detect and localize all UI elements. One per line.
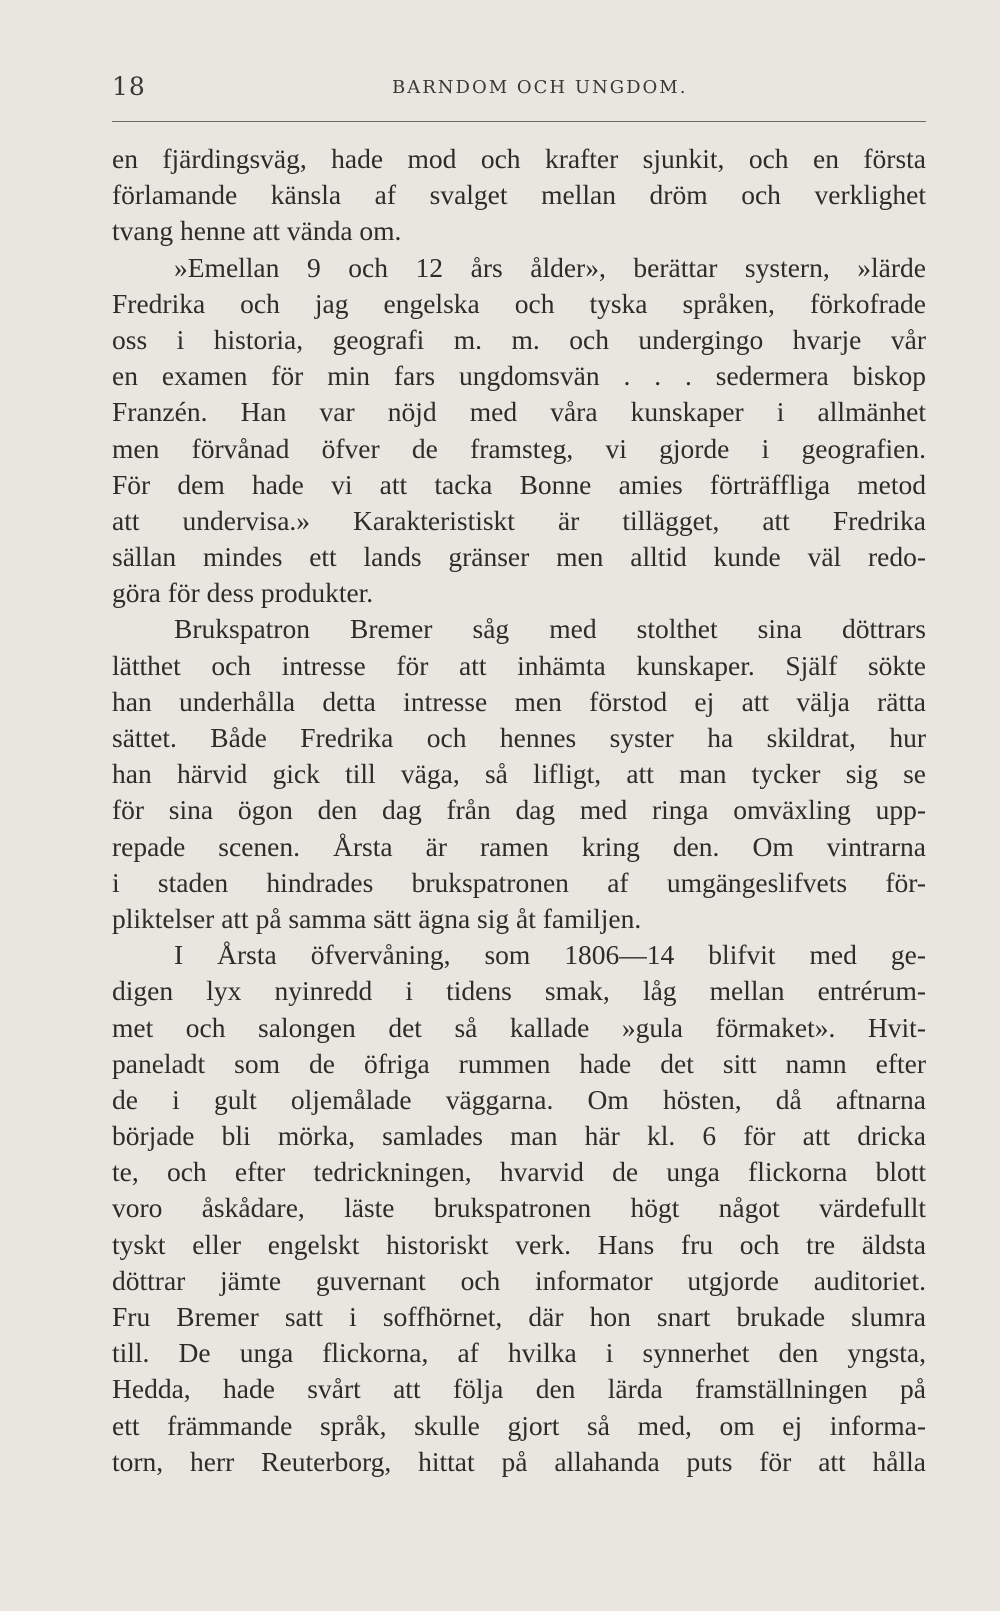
header-rule xyxy=(112,121,926,122)
text-line: Hedda, hade svårt att följa den lärda framställningen på xyxy=(112,1373,926,1405)
text-line: han härvid gick till väga, så lifligt, att man tycker sig se xyxy=(112,758,926,790)
text-line: Brukspatron Bremer såg med stolthet sina döttrars xyxy=(174,613,926,645)
text-line: paneladt som de öfriga rummen hade det sitt namn efter xyxy=(112,1047,926,1079)
text-line: han underhålla detta intresse men förstod ej att välja rätta xyxy=(112,685,926,717)
page-header xyxy=(112,72,926,112)
text-line: te, och efter tedrickningen, hvarvid de unga flickorna blott xyxy=(112,1156,926,1188)
body-text xyxy=(112,141,926,1480)
text-line: met och salongen det så kallade »gula förmaket». Hvit- xyxy=(112,1011,926,1043)
text-line: i staden hindrades brukspatronen af umgängeslifvets för- xyxy=(112,866,926,898)
text-line: en fjärdingsväg, hade mod och krafter sjunkit, och en första xyxy=(112,143,926,174)
text-line: I Årsta öfvervåning, som 1806—14 blifvit med ge- xyxy=(174,939,926,971)
text-line: göra för dess produkter. xyxy=(112,577,374,609)
text-line: Franzén. Han var nöjd med våra kunskaper i allmänhet xyxy=(112,396,926,428)
text-line: pliktelser att på samma sätt ägna sig åt familjen. xyxy=(112,902,642,934)
text-line: sällan mindes ett lands gränser men alltid kunde väl redo- xyxy=(112,541,926,573)
text-line: till. De unga flickorna, af hvilka i synnerhet den yngsta, xyxy=(112,1337,926,1369)
text-line: torn, herr Reuterborg, hittat på allahanda puts för att hålla xyxy=(112,1445,926,1477)
text-line: repade scenen. Årsta är ramen kring den. Om vintrarna xyxy=(112,830,926,862)
text-line: lätthet och intresse för att inhämta kunskaper. Själf sökte xyxy=(112,649,926,681)
text-line: men förvånad öfver de framsteg, vi gjorde i geografien. xyxy=(112,432,926,464)
text-line: voro åskådare, läste brukspatronen högt något värdefullt xyxy=(112,1192,926,1224)
text-line: tvang henne att vända om. xyxy=(112,215,402,247)
text-line: »Emellan 9 och 12 års ålder», berättar systern, »lärde xyxy=(174,251,926,283)
text-line: För dem hade vi att tacka Bonne amies förträffliga metod xyxy=(112,468,926,500)
text-line: oss i historia, geografi m. m. och undergingo hvarje vår xyxy=(112,323,926,355)
text-line: Fru Bremer satt i soffhörnet, där hon snart brukade slumra xyxy=(112,1301,926,1332)
text-line: förlamande känsla af svalget mellan dröm och verklighet xyxy=(112,179,926,211)
text-line: döttrar jämte guvernant och informator utgjorde auditoriet. xyxy=(112,1264,926,1296)
text-line: ett främmande språk, skulle gjort så med, om ej informa- xyxy=(112,1409,926,1441)
text-line: Fredrika och jag engelska och tyska språken, förkofrade xyxy=(112,287,926,319)
text-line: att undervisa.» Karakteristiskt är tillägget, att Fredrika xyxy=(112,504,926,536)
text-line: började bli mörka, samlades man här kl. 6 för att dricka xyxy=(112,1120,926,1152)
running-head: BARNDOM OCH UNGDOM. xyxy=(392,77,688,98)
text-line: sättet. Både Fredrika och hennes syster ha skildrat, hur xyxy=(112,722,926,753)
text-line: digen lyx nyinredd i tidens smak, låg mellan entrérum- xyxy=(112,975,926,1007)
text-line: en examen för min fars ungdomsvän . . . sedermera biskop xyxy=(112,360,926,392)
text-line: tyskt eller engelskt historiskt verk. Hans fru och tre äldsta xyxy=(112,1228,926,1260)
page-number: 18 xyxy=(112,72,146,101)
text-line: för sina ögon den dag från dag med ringa omväxling upp- xyxy=(112,794,926,826)
text-line: de i gult oljemålade väggarna. Om hösten, då aftnarna xyxy=(112,1083,926,1115)
